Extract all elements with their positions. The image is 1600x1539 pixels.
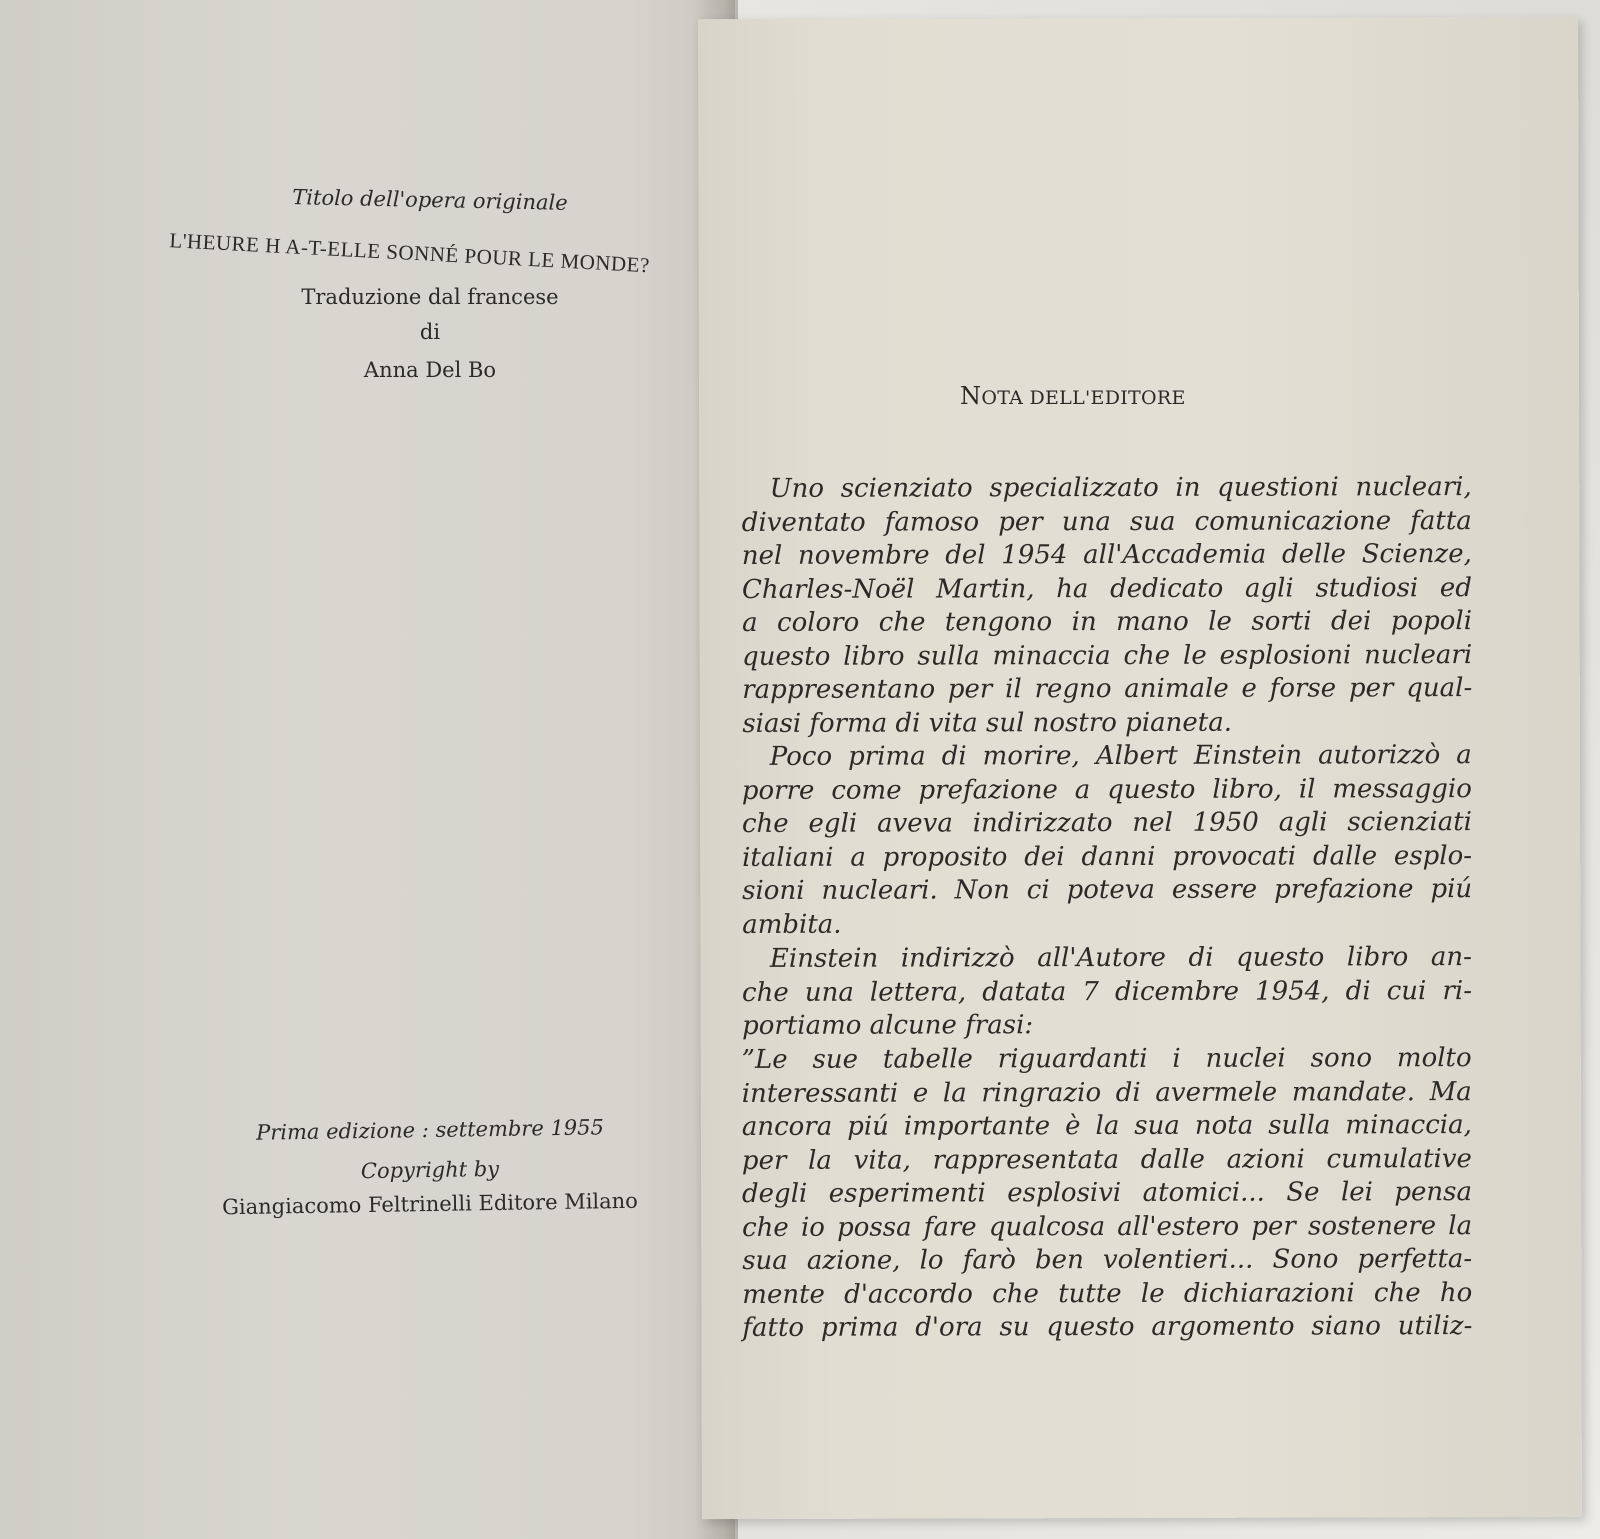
text-line: Charles-Noël Martin, ha dedicato agli studiosi ed — [741, 572, 1472, 605]
text-line: questo libro sulla minaccia che le esplosioni nucleari — [742, 639, 1473, 672]
text-line: a coloro che tengono in mano le sorti dei popoli — [742, 606, 1473, 638]
text-line: sioni nucleari. Non ci poteva essere prefazione piú — [742, 874, 1473, 906]
original-title: L'HEURE H A-T-ELLE SONNÉ POUR LE MONDE? — [168, 228, 651, 278]
page-heading — [960, 382, 1240, 410]
edition-line: Prima edizione : settembre 1955 — [255, 1115, 605, 1145]
text-line: Uno scienziato specializzato in questioni nucleari, — [769, 472, 1472, 504]
translation-di: di — [419, 320, 441, 344]
publisher-line: Giangiacomo Feltrinelli Editore Milano — [221, 1188, 639, 1220]
text-line: siasi forma di vita sul nostro pianeta. — [742, 707, 1233, 739]
heading-rest: OTA DELL'EDITORE — [981, 387, 1186, 409]
text-line: degli esperimenti esplosivi atomici... Se lei pensa — [741, 1177, 1473, 1209]
text-line: diventato famoso per una sua comunicazione fatta — [741, 505, 1472, 538]
text-line: mente d'accordo che tutte le dichiarazioni che ho — [742, 1277, 1473, 1310]
paragraph-einstein-letter — [742, 941, 1472, 1043]
text-line: ”Le sue tabelle riguardanti i nuclei sono molto — [741, 1043, 1472, 1075]
paragraph-einstein-preface — [742, 739, 1473, 942]
heading-initial: N — [960, 382, 982, 410]
text-line: che una lettera, datata 7 dicembre 1954, di cui ri- — [741, 975, 1473, 1008]
text-line: porre come prefazione a questo libro, il messaggio — [741, 773, 1472, 806]
text-line: che egli aveva indirizzato nel 1950 agli scienziati — [741, 807, 1472, 839]
translator-name: Anna Del Bo — [363, 358, 497, 382]
text-line: sua azione, lo farò ben volentieri... Sono perfetta- — [742, 1244, 1473, 1276]
text-line: nel novembre del 1954 all'Accademia delle Scienze, — [741, 539, 1472, 571]
text-line: portiamo alcune frasi: — [742, 1010, 1034, 1041]
text-line: per la vita, rappresentata dalle azioni cumulative — [741, 1143, 1472, 1176]
text-line: ancora piú importante è la sua nota sulla minaccia, — [741, 1110, 1472, 1142]
text-line: interessanti e la ringrazio di avermele mandate. Ma — [741, 1076, 1472, 1109]
text-line: fatto prima d'ora su questo argomento siano utiliz- — [742, 1311, 1473, 1343]
paragraph-letter-quote — [742, 1042, 1473, 1345]
text-line: rappresentano per il regno animale e forse per qual- — [742, 673, 1473, 705]
original-title-label: Titolo dell'opera originale — [292, 185, 568, 215]
text-line: italiani a proposito dei danni provocati dalle esplo- — [742, 840, 1473, 873]
text-line: Poco prima di morire, Albert Einstein autorizzò a — [769, 740, 1472, 772]
copyright-line: Copyright by — [360, 1156, 500, 1184]
translation-note: Traduzione dal francese — [301, 285, 559, 309]
paragraph-intro — [742, 471, 1473, 741]
text-line: che io possa fare qualcosa all'estero per sostenere la — [742, 1210, 1473, 1243]
text-line: ambita. — [742, 909, 842, 940]
text-line: Einstein indirizzò all'Autore di questo libro an- — [769, 942, 1472, 974]
